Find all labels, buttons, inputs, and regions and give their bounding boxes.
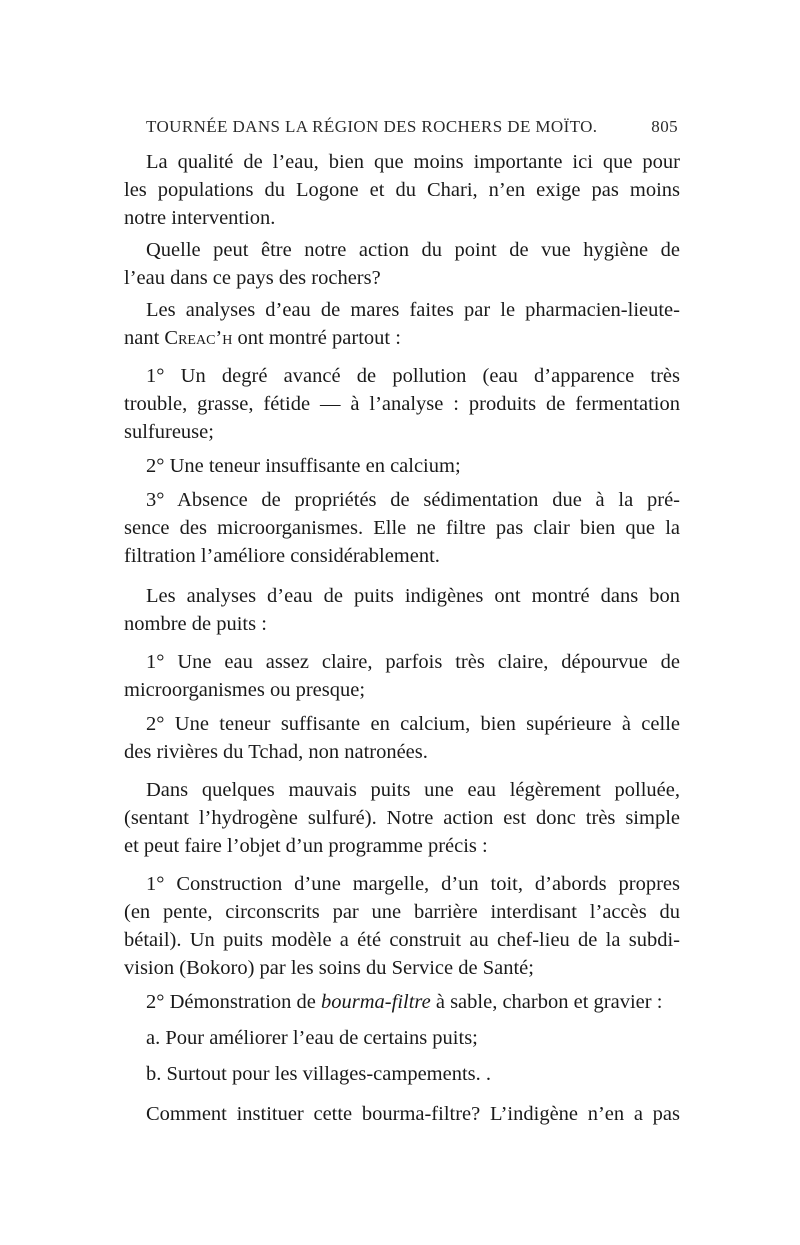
- text-line-14: filtration l’améliore considérablement.: [124, 545, 440, 567]
- text-line-8: 1° Un degré avancé de pollution (eau d’apparence très: [146, 365, 680, 387]
- text-line-15: Les analyses d’eau de puits indigènes ont montré dans bon: [146, 585, 680, 607]
- text-line-20: des rivières du Tchad, non natronées.: [124, 741, 428, 763]
- text-line-23: et peut faire l’objet d’un programme précis :: [124, 835, 488, 857]
- text-line-7: [124, 324, 680, 352]
- text-line-25: (en pente, circonscrits par une barrière interdisant l’accès du: [124, 901, 680, 923]
- text-line-13: sence des microorganismes. Elle ne filtre pas clair bien que la: [124, 517, 680, 539]
- text-line-3: notre intervention.: [124, 207, 276, 229]
- italic-term: bourma-filtre: [321, 991, 431, 1013]
- text-line-5: l’eau dans ce pays des rochers?: [124, 267, 381, 289]
- text-line-1: La qualité de l’eau, bien que moins importante ici que pour: [146, 151, 680, 173]
- text-line-28: [146, 988, 680, 1016]
- text-line-31: Comment instituer cette bourma-filtre? L’indigène n’en a pas: [146, 1103, 680, 1125]
- text-line-4: Quelle peut être notre action du point de vue hygiène de: [146, 239, 680, 261]
- text-line-27: vision (Bokoro) par les soins du Service de Santé;: [124, 957, 534, 979]
- text-line-9: trouble, grasse, fétide — à l’analyse : produits de fermentation: [124, 393, 680, 415]
- text-line-19: 2° Une teneur suffisante en calcium, bien supérieure à celle: [146, 713, 680, 735]
- text-line-17: 1° Une eau assez claire, parfois très claire, dépourvue de: [146, 651, 680, 673]
- text-line-2: les populations du Logone et du Chari, n’en exige pas moins: [124, 179, 680, 201]
- text-line-21: Dans quelques mauvais puits une eau légèrement polluée,: [146, 779, 680, 801]
- text-line-18: microorganismes ou presque;: [124, 679, 366, 701]
- text-line-16: nombre de puits :: [124, 613, 267, 635]
- text-line-26: bétail). Un puits modèle a été construit au chef-lieu de la subdi-: [124, 929, 680, 951]
- text-line-6: Les analyses d’eau de mares faites par le pharmacien-lieute-: [146, 299, 680, 321]
- text-fragment: nant: [124, 327, 165, 349]
- text-fragment: à sable, charbon et gravier :: [430, 991, 663, 1013]
- text-fragment: 2° Démonstration de: [146, 991, 322, 1013]
- list-item-a: a. Pour améliorer l’eau de certains puits;: [146, 1027, 478, 1049]
- page-number: 805: [651, 117, 678, 136]
- author-name: Creac’h: [164, 327, 233, 349]
- text-line-11: 2° Une teneur insuffisante en calcium;: [146, 455, 461, 477]
- running-header: [146, 117, 678, 137]
- text-line-12: 3° Absence de propriétés de sédimentation due à la pré-: [146, 489, 680, 511]
- text-line-24: 1° Construction d’une margelle, d’un toit, d’abords propres: [146, 873, 680, 895]
- text-fragment: ont montré partout :: [232, 327, 401, 349]
- list-item-b: b. Surtout pour les villages-campements. .: [146, 1063, 492, 1085]
- text-line-10: sulfureuse;: [124, 421, 214, 443]
- text-line-22: (sentant l’hydrogène sulfuré). Notre action est donc très simple: [124, 807, 680, 829]
- running-title: TOURNÉE DANS LA RÉGION DES ROCHERS DE MOÏTO.: [146, 117, 598, 136]
